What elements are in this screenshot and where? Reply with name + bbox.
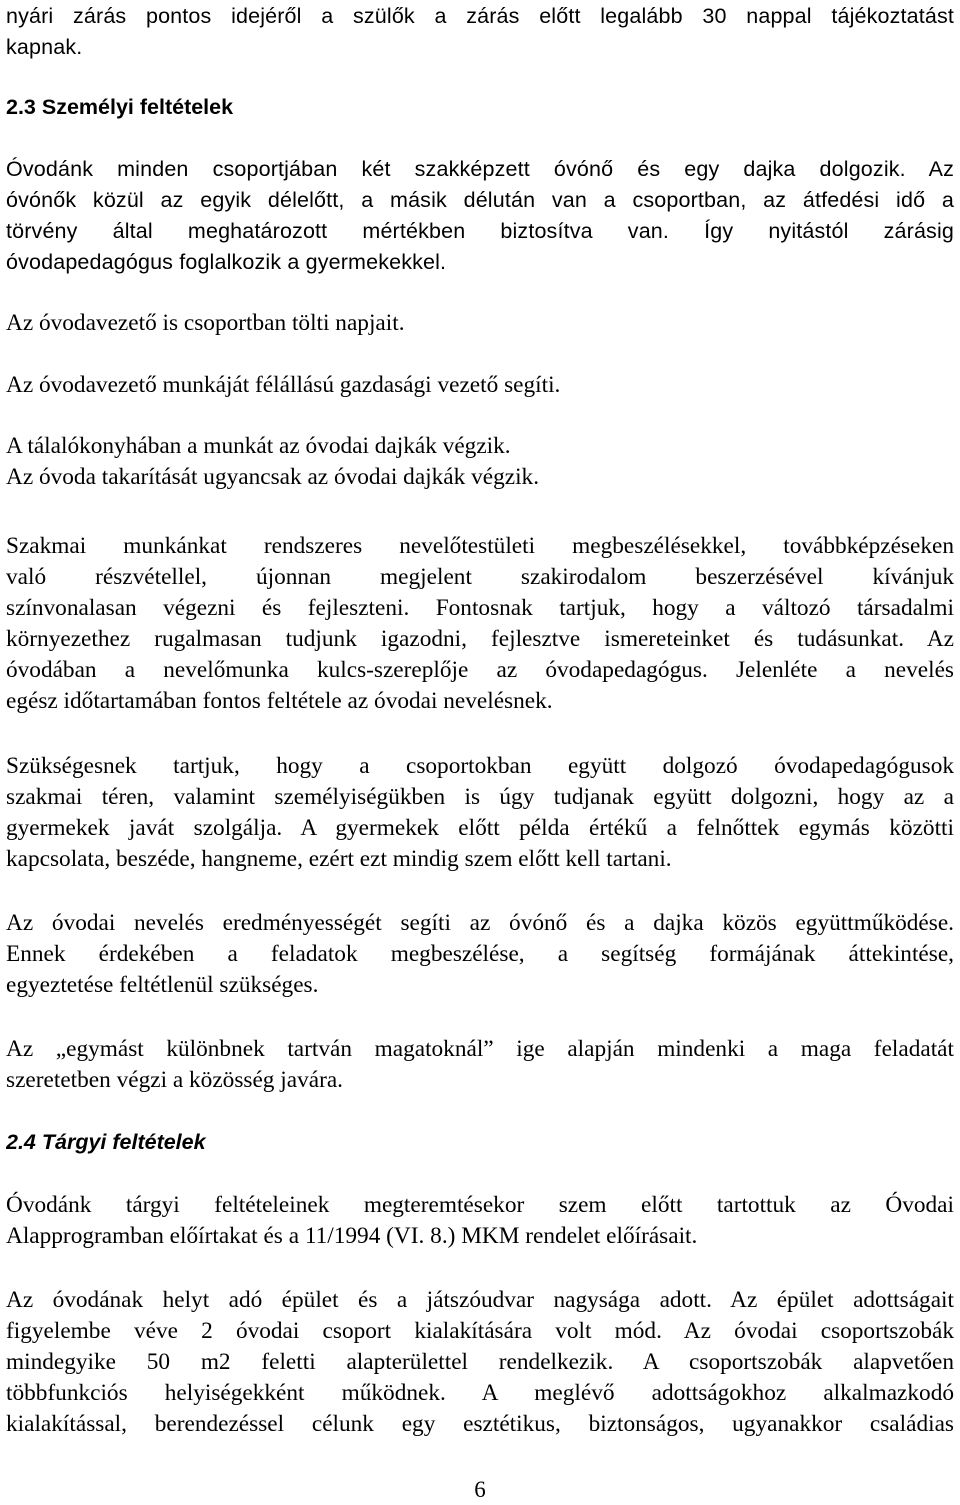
text-line: mindegyike 50 m2 feletti alapterülettel rendelkezik. A csoportszobák alapvetően [6,1349,954,1375]
text-line: óvodában a nevelőmunka kulcs-szereplője az óvodapedagógus. Jelenléte a nevelés [6,657,954,683]
text-line: színvonalasan végezni és fejleszteni. Fontosnak tartjuk, hogy a változó társadalmi [6,595,954,621]
section-heading: 2.4 Tárgyi feltételek [6,1130,206,1154]
text-line: többfunkciós helyiségekként működnek. A meglévő adottságokhoz alkalmazkodó [6,1380,954,1406]
text-line: kapnak. [6,35,83,59]
text-line: nyári zárás pontos idejéről a szülők a zárás előtt legalább 30 nappal tájékoztatást [6,4,954,28]
text-line: Óvodánk tárgyi feltételeinek megteremtésekor szem előtt tartottuk az Óvodai [6,1192,954,1218]
text-line: óvónők közül az egyik délelőtt, a másik délután van a csoportban, az átfedési idő a [6,188,954,212]
text-line: Az óvodavezető is csoportban tölti napjait. [6,310,405,336]
text-line: Alapprogramban előírtakat és a 11/1994 (VI. 8.) MKM rendelet előírásait. [6,1223,698,1249]
text-line: kapcsolata, beszéde, hangneme, ezért ezt mindig szem előtt kell tartani. [6,846,672,872]
text-line: környezethez rugalmasan tudjunk igazodni, fejlesztve ismereteinket és tudásunkat. Az [6,626,954,652]
text-line: Az óvoda takarítását ugyancsak az óvodai dajkák végzik. [6,464,540,490]
text-line: való részvétellel, újonnan megjelent szakirodalom beszerzésével kívánjuk [6,564,954,590]
text-line: Szakmai munkánkat rendszeres nevelőtestületi megbeszélésekkel, továbbképzéseken [6,533,954,559]
page-number: 6 [474,1477,486,1502]
text-line: A tálalókonyhában a munkát az óvodai dajkák végzik. [6,433,511,459]
text-line: Az óvodavezető munkáját félállású gazdasági vezető segíti. [6,372,561,398]
document-page [6,0,954,1501]
text-line: gyermekek javát szolgálja. A gyermekek előtt példa értékű a felnőttek egymás közötti [6,815,954,841]
text-line: kialakítással, berendezéssel célunk egy esztétikus, biztonságos, ugyanakkor családias [6,1411,954,1437]
text-line: egész időtartamában fontos feltétele az óvodai nevelésnek. [6,688,553,714]
text-line: szeretetben végzi a közösség javára. [6,1067,343,1093]
text-line: Szükségesnek tartjuk, hogy a csoportokban együtt dolgozó óvodapedagógusok [6,753,954,779]
text-line: Az óvodának helyt adó épület és a játszóudvar nagysága adott. Az épület adottságait [6,1287,954,1313]
section-heading: 2.3 Személyi feltételek [6,95,234,119]
text-line: Ennek érdekében a feladatok megbeszélése, a segítség formájának áttekintése, [6,941,954,967]
text-line: Az „egymást különbnek tartván magatoknál” ige alapján mindenki a maga feladatát [6,1036,954,1062]
text-line: Az óvodai nevelés eredményességét segíti az óvónő és a dajka közös együttműködése. [6,910,954,936]
text-line: figyelembe véve 2 óvodai csoport kialakítására volt mód. Az óvodai csoportszobák [6,1318,954,1344]
text-line: óvodapedagógus foglalkozik a gyermekekkel. [6,250,447,274]
text-line: szakmai téren, valamint személyiségükben is úgy tudjanak együtt dolgozni, hogy az a [6,784,954,810]
text-line: törvény által meghatározott mértékben biztosítva van. Így nyitástól zárásig [6,219,954,243]
text-line: Óvodánk minden csoportjában két szakképzett óvónő és egy dajka dolgozik. Az [6,157,954,181]
text-line: egyeztetése feltétlenül szükséges. [6,972,319,998]
